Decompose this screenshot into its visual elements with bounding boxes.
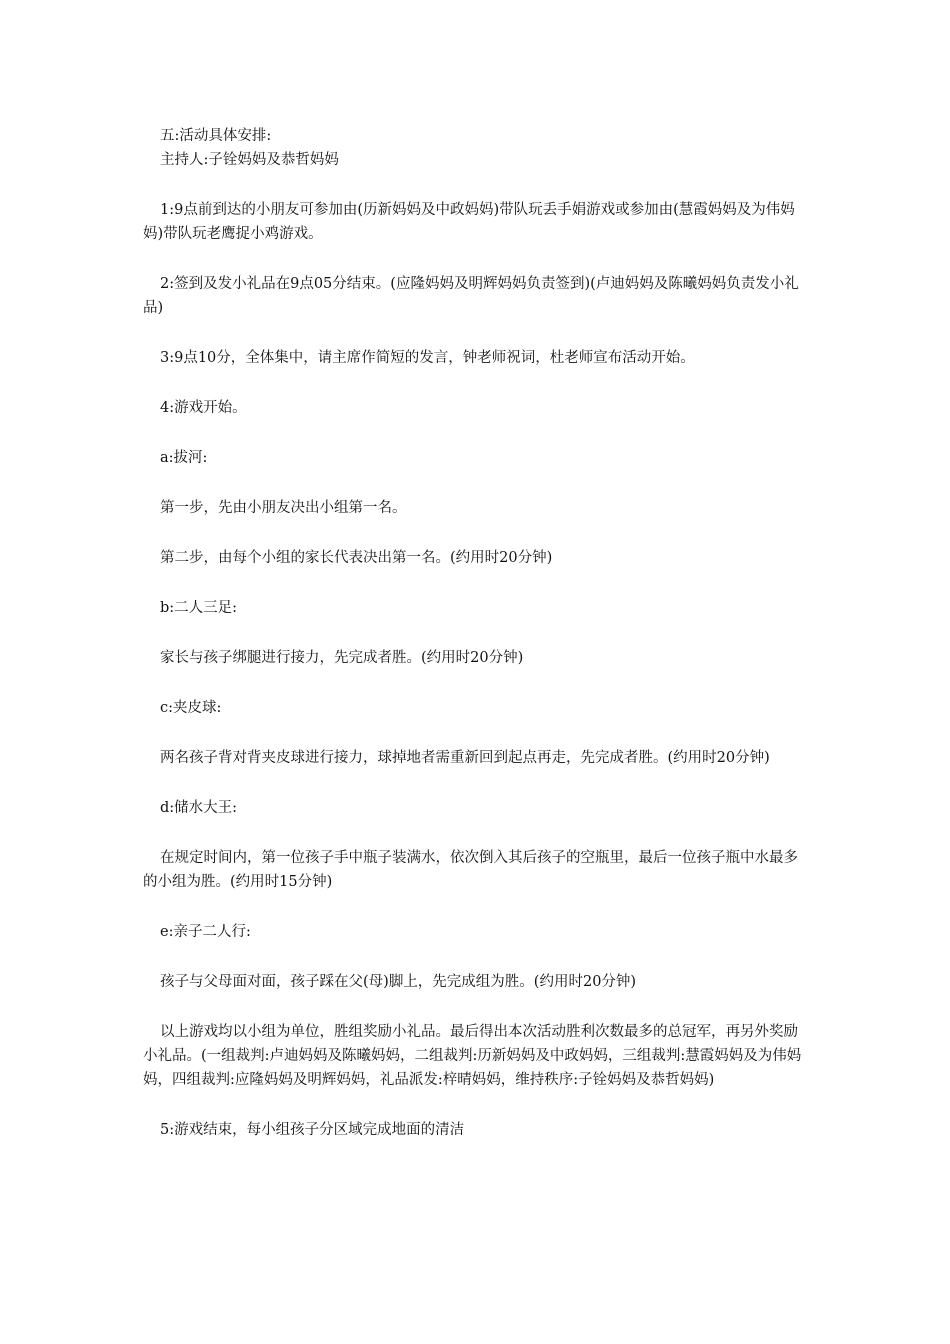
paragraph-assembly: 3:9点10分，全体集中，请主席作简短的发言，钟老师祝词，杜老师宣布活动开始。	[160, 350, 695, 366]
paragraph-parent-child-walk: 孩子与父母面对面，孩子踩在父(母)脚上，先完成组为胜。(约用时20分钟)	[160, 974, 637, 990]
host-line: 主持人:子铨妈妈及恭哲妈妈	[160, 152, 339, 168]
paragraph-step-one: 第一步，先由小朋友决出小组第一名。	[160, 500, 407, 516]
game-heading-parent-child-walk: e:亲子二人行:	[160, 924, 251, 940]
paragraph-sign-in: 2:签到及发小礼品在9点05分结束。(应隆妈妈及明辉妈妈负责签到)(卢迪妈妈及陈曦妈妈负责发小礼品)	[143, 276, 799, 316]
paragraph-games-start: 4:游戏开始。	[160, 400, 247, 416]
game-heading-tug-of-war: a:拔河:	[160, 450, 208, 466]
paragraph-step-two: 第二步，由每个小组的家长代表决出第一名。(约用时20分钟)	[160, 550, 553, 566]
document-body	[143, 124, 811, 1142]
paragraph-arrival-games: 1:9点前到达的小朋友可参加由(历新妈妈及中政妈妈)带队玩丢手娟游戏或参加由(慧霞妈妈及为伟妈妈)带队玩老鹰捉小鸡游戏。	[143, 202, 795, 242]
paragraph-ball-relay: 两名孩子背对背夹皮球进行接力，球掉地者需重新回到起点再走，先完成者胜。(约用时20分钟)	[160, 750, 770, 766]
game-heading-ball-relay: c:夹皮球:	[160, 700, 222, 716]
paragraph-three-legged: 家长与孩子绑腿进行接力，先完成者胜。(约用时20分钟)	[160, 650, 524, 666]
section-title: 五:活动具体安排:	[160, 128, 272, 144]
paragraph-water-king: 在规定时间内，第一位孩子手中瓶子装满水，依次倒入其后孩子的空瓶里，最后一位孩子瓶中水最多的小组为胜。(约用时15分钟)	[143, 850, 798, 890]
game-heading-three-legged: b:二人三足:	[160, 600, 238, 616]
paragraph-games-end: 5:游戏结束，每小组孩子分区域完成地面的清洁	[160, 1122, 465, 1138]
game-heading-water-king: d:储水大王:	[160, 800, 238, 816]
paragraph-awards-judges: 以上游戏均以小组为单位，胜组奖励小礼品。最后得出本次活动胜利次数最多的总冠军，再另外奖励小礼品。(一组裁判:卢迪妈妈及陈曦妈妈，二组裁判:历新妈妈及中政妈妈，三组裁判:慧霞妈妈及为伟妈妈，四组裁判:应隆妈妈及明辉妈妈，礼品派发:梓晴妈妈，维持秩序:子铨妈妈及恭哲妈妈)	[143, 1024, 802, 1088]
